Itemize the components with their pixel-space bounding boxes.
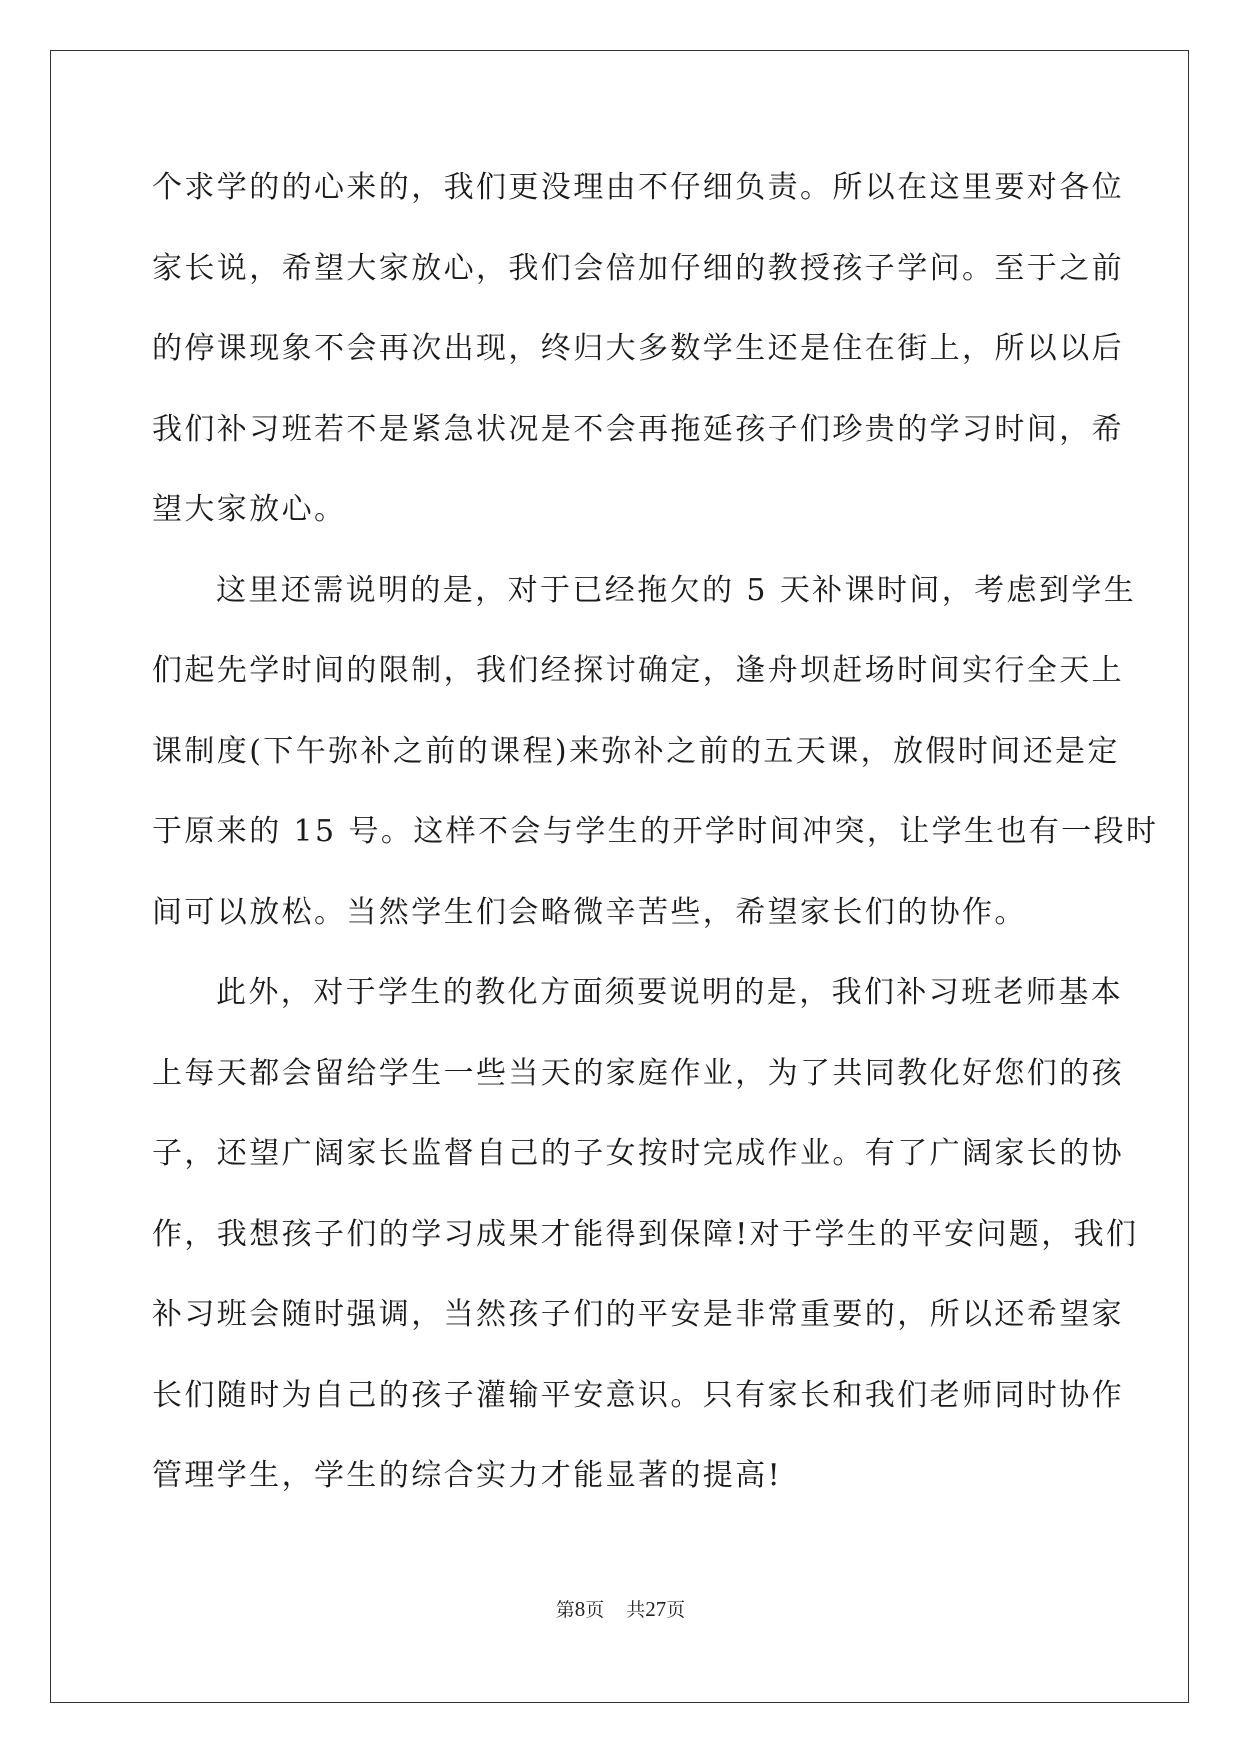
text-line: 间可以放松。当然学生们会略微辛苦些，希望家长们的协作。 (152, 894, 1027, 930)
text-line: 上每天都会留给学生一些当天的家庭作业，为了共同教化好您们的孩 (152, 1055, 1124, 1091)
paragraph-first-line: 这里还需说明的是，对于已经拖欠的 5 天补课时间，考虑到学生 (216, 572, 1137, 608)
text-line: 课制度(下午弥补之前的课程)来弥补之前的五天课，放假时间还是定 (152, 733, 1120, 769)
text-line: 的停课现象不会再次出现，终归大多数学生还是住在街上，所以以后 (152, 331, 1124, 366)
text-line: 子，还望广阔家长监督自己的子女按时完成作业。有了广阔家长的协 (152, 1136, 1124, 1171)
paragraph-first-line: 此外，对于学生的教化方面须要说明的是，我们补习班老师基本 (216, 975, 1124, 1010)
total-prefix: 共 (626, 1599, 646, 1621)
text-line: 管理学生，学生的综合实力才能显著的提高! (152, 1458, 783, 1493)
text-line: 我们补习班若不是紧急状况是不会再拖延孩子们珍贵的学习时间，希 (152, 411, 1124, 447)
text-line: 作，我想孩子们的学习成果才能得到保障!对于学生的平安问题，我们 (152, 1216, 1139, 1252)
page-number: 8 (574, 1597, 586, 1621)
text-line: 于原来的 15 号。这样不会与学生的开学时间冲突，让学生也有一段时 (152, 814, 1159, 849)
page-suffix: 页 (585, 1599, 605, 1621)
text-line: 补习班会随时强调，当然孩子们的平安是非常重要的，所以还希望家 (152, 1297, 1124, 1332)
document-body (152, 148, 1159, 1517)
page-footer (0, 1595, 1241, 1622)
text-line: 长们随时为自己的孩子灌输平安意识。只有家长和我们老师同时协作 (152, 1377, 1124, 1413)
text-line: 家长说，希望大家放心，我们会倍加仔细的教授孩子学问。至于之前 (152, 250, 1124, 286)
total-pages: 27 (645, 1597, 667, 1621)
total-suffix: 页 (666, 1599, 686, 1621)
text-line: 望大家放心。 (152, 492, 347, 527)
text-line: 们起先学时间的限制，我们经探讨确定，逢舟坝赶场时间实行全天上 (152, 653, 1124, 688)
page-prefix: 第 (555, 1599, 575, 1621)
text-line: 个求学的的心来的，我们更没理由不仔细负责。所以在这里要对各位 (152, 170, 1124, 205)
